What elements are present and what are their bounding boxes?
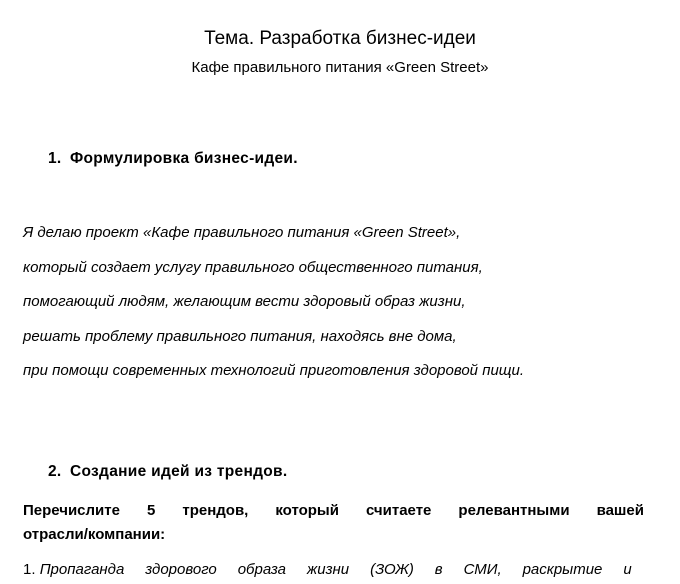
trend-item-number: 1. bbox=[23, 561, 36, 578]
statement-line: решать проблему правильного питания, находясь вне дома, bbox=[23, 327, 457, 345]
document-subtitle: Кафе правильного питания «Green Street» bbox=[191, 59, 489, 76]
document-title: Тема. Разработка бизнес-идеи bbox=[204, 28, 476, 49]
section-title-2: Создание идей из трендов. bbox=[70, 463, 288, 480]
question-line-2: отрасли/компании: bbox=[23, 526, 166, 543]
question-line-1: Перечислите 5 трендов, который считаете релевантными вашей bbox=[23, 502, 644, 519]
section-heading-1 bbox=[48, 149, 298, 169]
statement-line: при помощи современных технологий приготовления здоровой пищи. bbox=[23, 362, 525, 379]
section-heading-2 bbox=[48, 462, 287, 482]
statement-line: Я делаю проект «Кафе правильного питания «Green Street», bbox=[23, 224, 461, 241]
trends-question bbox=[23, 499, 644, 547]
section-number-1: 1. bbox=[48, 150, 62, 167]
section-number-2: 2. bbox=[48, 463, 62, 480]
statement-line: который создает услугу правильного общественного питания, bbox=[23, 258, 483, 276]
trend-list-item bbox=[23, 558, 644, 582]
business-idea-statement bbox=[23, 216, 663, 389]
trend-item-text: Пропаганда здорового образа жизни (ЗОЖ) в СМИ, раскрытие и bbox=[39, 561, 632, 578]
statement-line: помогающий людям, желающим вести здоровый образ жизни, bbox=[23, 293, 466, 310]
section-title-1: Формулировка бизнес-идеи. bbox=[70, 150, 298, 167]
